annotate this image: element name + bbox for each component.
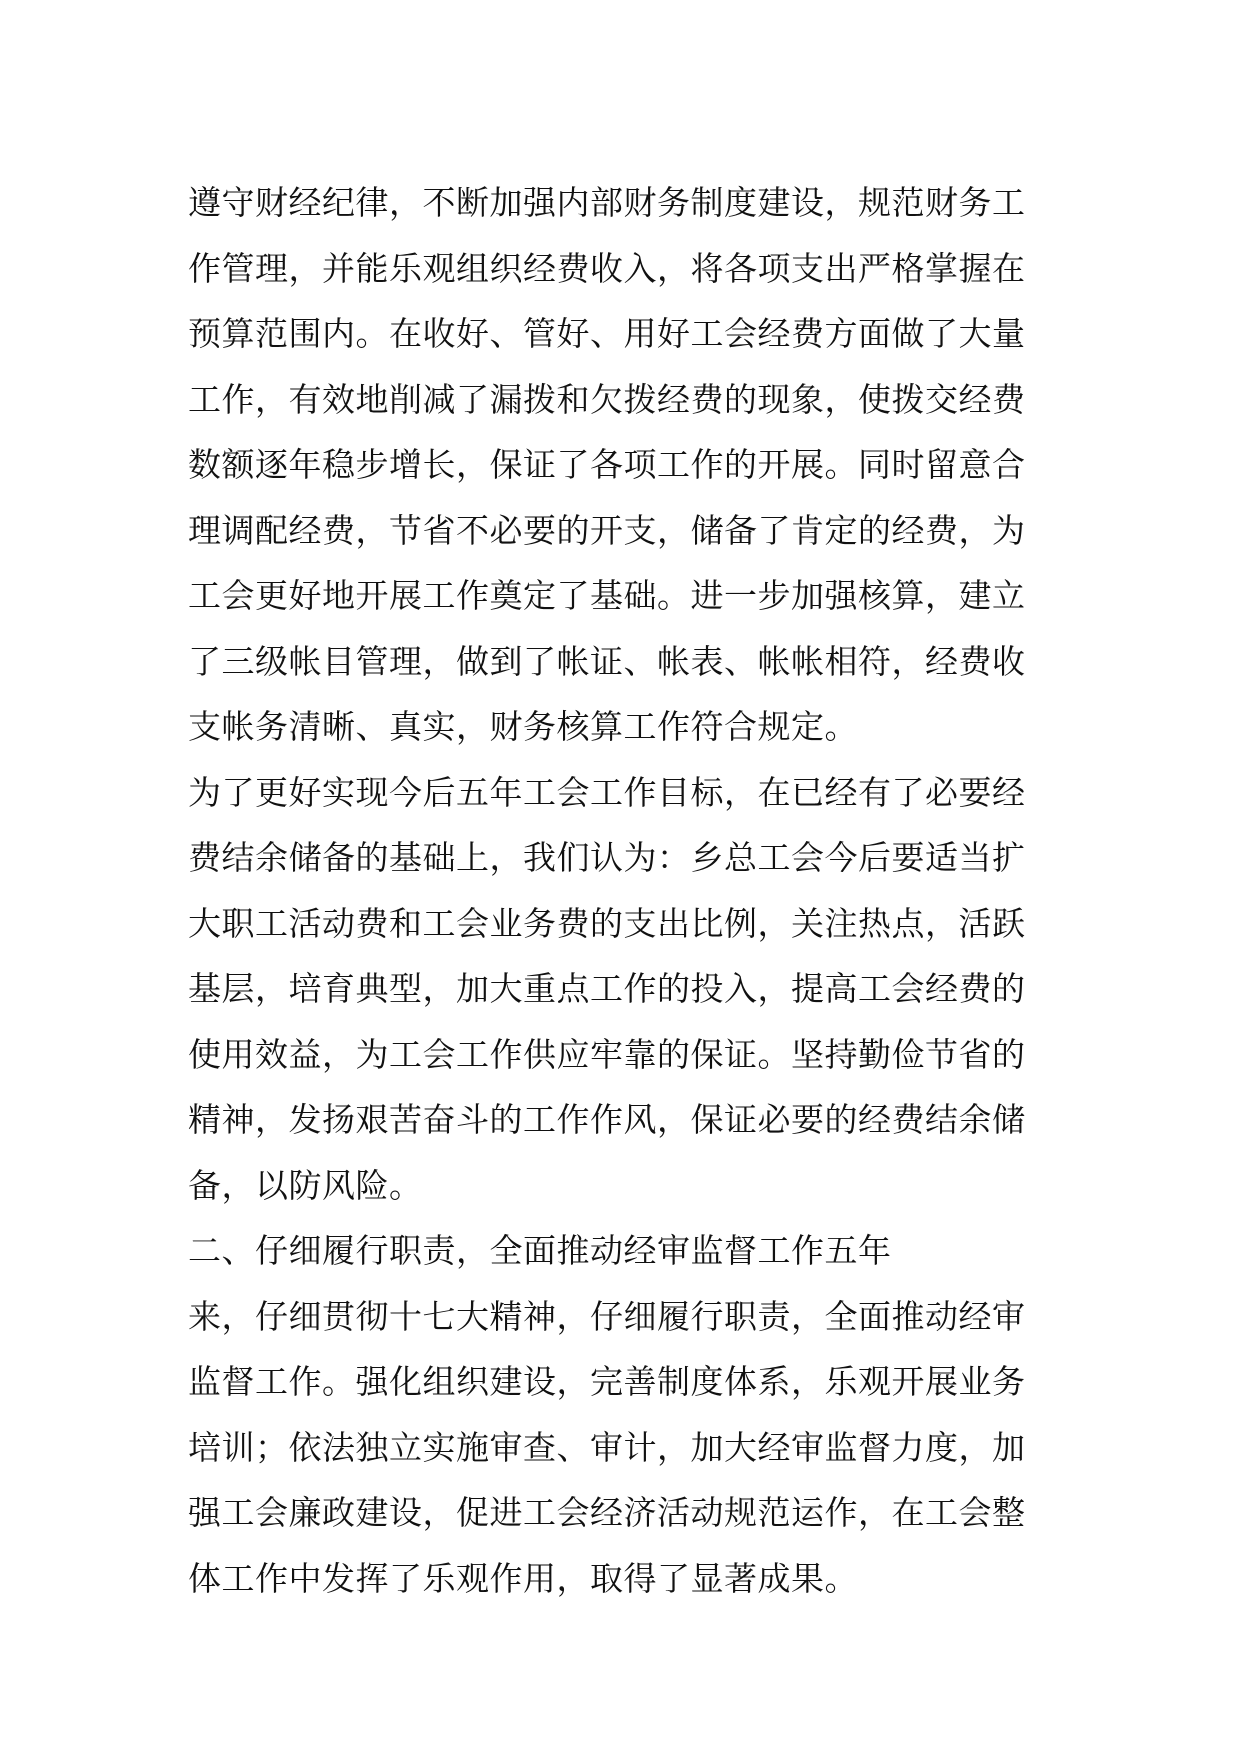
- text-line: 体工作中发挥了乐观作用，取得了显著成果。: [188, 1558, 858, 1598]
- text-line: 费结余储备的基础上，我们认为：乡总工会今后要适当扩: [188, 838, 1026, 877]
- text-line: 基层，培育典型，加大重点工作的投入，提高工会经费的: [188, 969, 1026, 1008]
- document-body: [188, 170, 1060, 1611]
- text-line: 理调配经费，节省不必要的开支，储备了肯定的经费，为: [188, 510, 1026, 550]
- text-line: 遵守财经纪律，不断加强内部财务制度建设，规范财务工: [188, 183, 1026, 222]
- text-line: 使用效益，为工会工作供应牢靠的保证。坚持勤俭节省的: [188, 1034, 1026, 1074]
- text-line: 作管理，并能乐观组织经费收入，将各项支出严格掌握在: [188, 248, 1026, 288]
- text-line: 预算范围内。在收好、管好、用好工会经费方面做了大量: [188, 314, 1026, 353]
- text-line: 精神，发扬艰苦奋斗的工作作风，保证必要的经费结余储: [188, 1100, 1026, 1139]
- text-line: 监督工作。强化组织建设，完善制度体系，乐观开展业务: [188, 1362, 1026, 1401]
- text-line: 为了更好实现今后五年工会工作目标，在已经有了必要经: [188, 772, 1026, 812]
- text-line: 工会更好地开展工作奠定了基础。进一步加强核算，建立: [188, 576, 1026, 615]
- text-line: 了三级帐目管理，做到了帐证、帐表、帐帐相符，经费收: [188, 641, 1026, 681]
- section-heading-line: 二、仔细履行职责，全面推动经审监督工作五年: [188, 1231, 892, 1270]
- text-line: 来，仔细贯彻十七大精神，仔细履行职责，全面推动经审: [188, 1296, 1026, 1336]
- text-line: 支帐务清晰、真实，财务核算工作符合规定。: [188, 707, 858, 746]
- text-line: 培训；依法独立实施审查、审计，加大经审监督力度，加: [188, 1427, 1026, 1467]
- text-line: 大职工活动费和工会业务费的支出比例，关注热点，活跃: [188, 903, 1026, 943]
- text-line: 强工会廉政建设，促进工会经济活动规范运作，在工会整: [188, 1493, 1026, 1532]
- text-line: 数额逐年稳步增长，保证了各项工作的开展。同时留意合: [188, 445, 1026, 484]
- text-line: 工作，有效地削减了漏拨和欠拨经费的现象，使拨交经费: [188, 379, 1026, 419]
- text-line: 备，以防风险。: [188, 1165, 423, 1205]
